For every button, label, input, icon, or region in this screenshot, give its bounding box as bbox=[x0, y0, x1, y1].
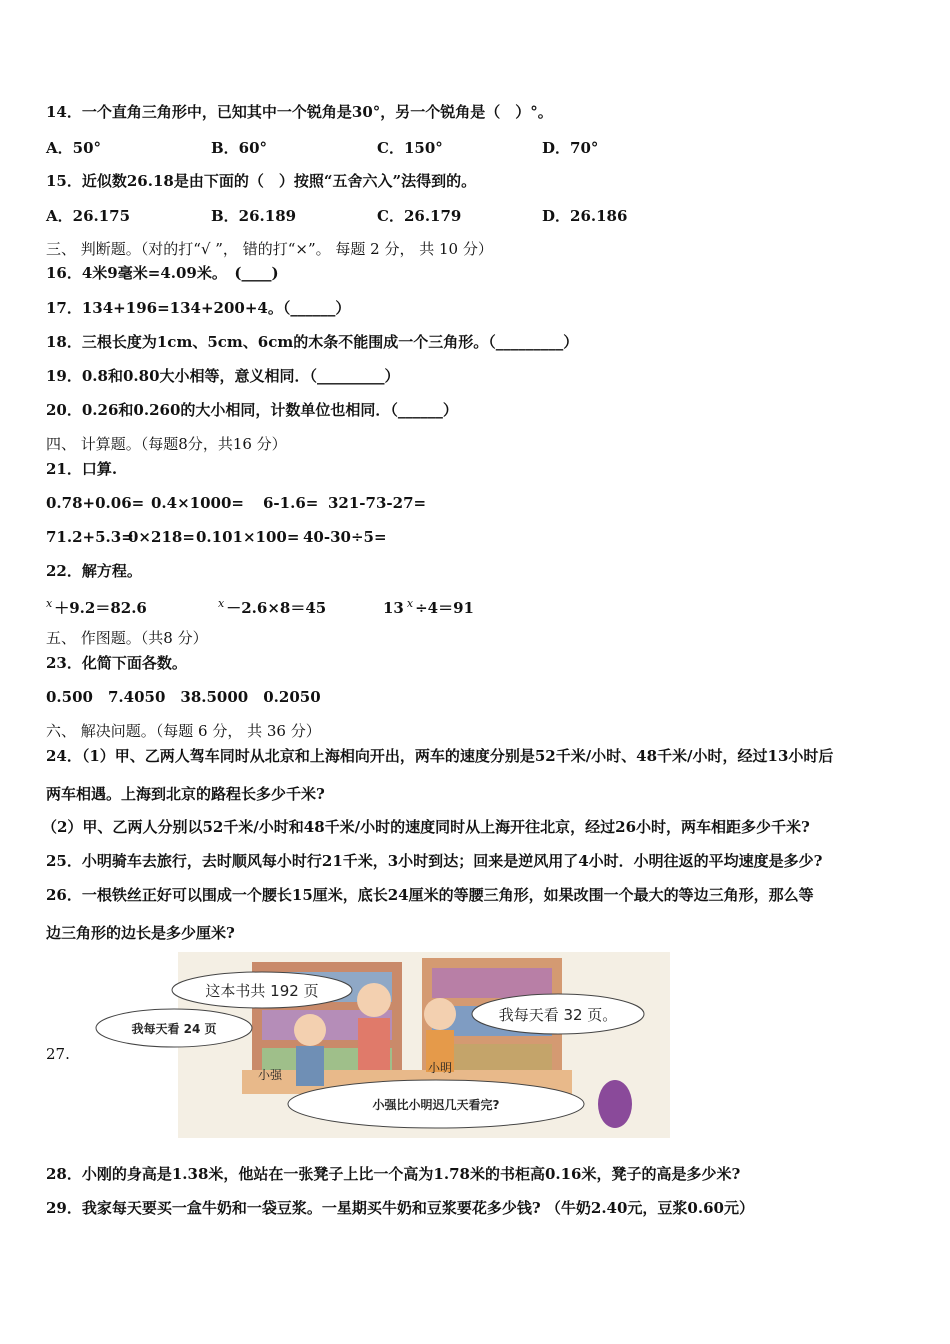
variable-x: x bbox=[46, 597, 53, 610]
boy-right-head bbox=[424, 998, 456, 1030]
equation-3-suffix: ÷4＝91 bbox=[415, 599, 474, 617]
equation-1-body: ＋9.2＝82.6 bbox=[54, 599, 147, 617]
name-label-left: 小强 bbox=[257, 1068, 283, 1082]
mental-math-row-1 bbox=[46, 493, 426, 513]
equation-3 bbox=[383, 594, 474, 618]
question-25: 25．小明骑车去旅行，去时顺风每小时行21千米，3小时到达；回来是逆风用了4小时．小明往返的平均速度是多少? bbox=[46, 852, 823, 870]
question-23-title: 23．化简下面各数。 bbox=[46, 654, 187, 672]
name-label-right: 小明 bbox=[427, 1061, 453, 1075]
question-27-number: 27. bbox=[46, 1045, 70, 1063]
question-24-line-3: （2）甲、乙两人分别以52千米/小时和48千米/小时的速度同时从上海开往北京，经过26小时，两车相距多少千米? bbox=[42, 818, 810, 836]
bottom-bubble-text: 小强比小明迟几天看完? bbox=[372, 1098, 500, 1112]
section-6-heading: 六、 解决问题。（每题 6 分， 共 36 分） bbox=[46, 722, 321, 740]
question-26-line-1: 26．一根铁丝正好可以围成一个腰长15厘米，底长24厘米的等腰三角形，如果改围一个最大的等边三角形，那么等 bbox=[46, 886, 814, 904]
mental-math-item: 71.2+5.3= bbox=[46, 528, 134, 546]
question-19: 19．0.8和0.80大小相等，意义相同．（_________） bbox=[46, 367, 400, 385]
question-22-title: 22．解方程。 bbox=[46, 562, 142, 580]
q14-option-d: D．70° bbox=[542, 139, 599, 157]
left-bubble-text: 我每天看 24 页 bbox=[131, 1022, 217, 1036]
mental-math-item: 0.101×100= bbox=[196, 528, 300, 546]
mental-math-item: 0×218= bbox=[128, 528, 195, 546]
q15-option-a: A．26.175 bbox=[46, 207, 131, 225]
mental-math-item: 321-73-27= bbox=[328, 494, 427, 512]
question-14: 14．一个直角三角形中，已知其中一个锐角是30°，另一个锐角是（ ）°。 bbox=[46, 103, 553, 121]
question-28: 28．小刚的身高是1.38米，他站在一张凳子上比一个高为1.78米的书柜高0.16米，凳子的高是多少米? bbox=[46, 1165, 741, 1183]
q14-option-c: C．150° bbox=[377, 139, 443, 157]
equation-1 bbox=[46, 594, 147, 618]
q15-option-c: C．26.179 bbox=[377, 207, 462, 225]
girl-head bbox=[357, 983, 391, 1017]
q15-option-b: B．26.189 bbox=[211, 207, 297, 225]
question-24-line-2: 两车相遇。上海到北京的路程长多少千米? bbox=[46, 785, 325, 803]
question-27-illustration bbox=[92, 952, 670, 1138]
mental-math-row-2 bbox=[46, 527, 387, 547]
equation-2-body: －2.6×8＝45 bbox=[226, 599, 327, 617]
variable-x: x bbox=[218, 597, 225, 610]
section-4-heading: 四、 计算题。（每题8分，共16 分） bbox=[46, 435, 287, 453]
question-23-values: 0.500 7.4050 38.5000 0.2050 bbox=[46, 688, 321, 706]
question-15: 15．近似数26.18是由下面的（ ）按照“五舍六入”法得到的。 bbox=[46, 172, 477, 190]
question-24-line-1: 24．（1）甲、乙两人驾车同时从北京和上海相向开出，两车的速度分别是52千米/小时、48千米/小时，经过13小时后 bbox=[46, 747, 834, 765]
mental-math-item: 6-1.6= bbox=[263, 494, 319, 512]
right-bubble-text: 我每天看 32 页。 bbox=[498, 1006, 618, 1024]
question-21-title: 21．口算. bbox=[46, 460, 118, 478]
q14-option-b: B．60° bbox=[211, 139, 268, 157]
equation-3-prefix: 13 bbox=[383, 599, 404, 617]
q15-option-d: D．26.186 bbox=[542, 207, 628, 225]
mental-math-item: 0.4×1000= bbox=[151, 494, 244, 512]
boy-left-body bbox=[296, 1046, 324, 1086]
boy-left-head bbox=[294, 1014, 326, 1046]
question-18: 18．三根长度为1cm、5cm、6cm的木条不能围成一个三角形。（_________） bbox=[46, 333, 579, 351]
question-26-line-2: 边三角形的边长是多少厘米? bbox=[46, 924, 235, 942]
question-20: 20．0.26和0.260的大小相同，计数单位也相同．（______） bbox=[46, 401, 458, 419]
shelf-books bbox=[432, 968, 552, 998]
eggplant-character bbox=[598, 1080, 632, 1128]
section-5-heading: 五、 作图题。（共8 分） bbox=[46, 629, 208, 647]
question-16: 16．4米9毫米=4.09米。 (____) bbox=[46, 264, 279, 282]
q14-option-a: A．50° bbox=[46, 139, 102, 157]
equation-2 bbox=[218, 594, 326, 618]
variable-x: x bbox=[406, 597, 414, 610]
book-bubble-text: 这本书共 192 页 bbox=[205, 982, 319, 1000]
girl-body bbox=[358, 1018, 390, 1070]
question-17: 17．134+196=134+200+4。（______） bbox=[46, 299, 351, 317]
question-29: 29．我家每天要买一盒牛奶和一袋豆浆。一星期买牛奶和豆浆要花多少钱? （牛奶2.40元，豆浆0.60元） bbox=[46, 1199, 754, 1217]
section-3-heading: 三、 判断题。（对的打“√ ”， 错的打“×”。 每题 2 分， 共 10 分） bbox=[46, 240, 493, 258]
mental-math-item: 0.78+0.06= bbox=[46, 494, 145, 512]
mental-math-item: 40-30÷5= bbox=[303, 528, 387, 546]
